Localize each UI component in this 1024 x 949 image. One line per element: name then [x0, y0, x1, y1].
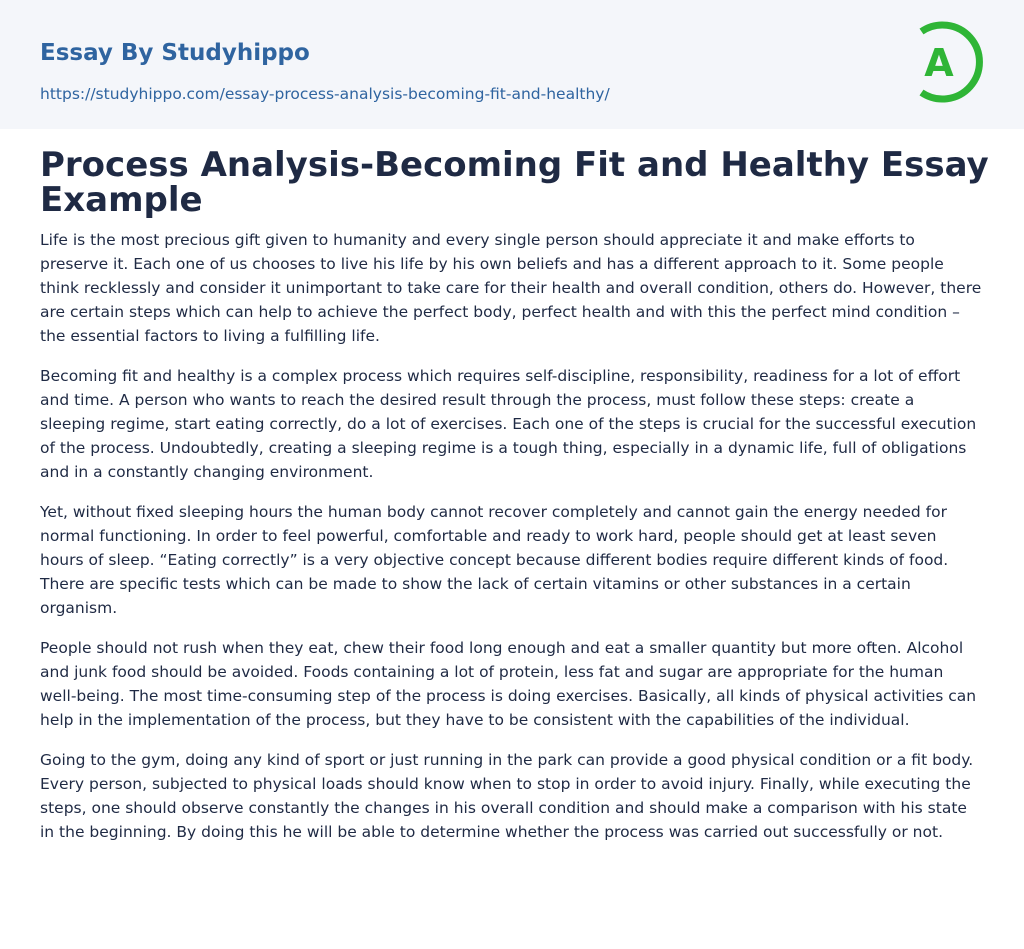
essay-url-link[interactable]: https://studyhippo.com/essay-process-analysis-becoming-fit-and-healthy/	[40, 85, 610, 103]
brand-title[interactable]: Essay By Studyhippo	[40, 40, 310, 66]
page-title: Process Analysis-Becoming Fit and Healthy Essay Example	[40, 145, 989, 220]
essay-paragraph: Becoming fit and healthy is a complex process which requires self-discipline, responsibility, readiness for a lot of effort and time. A person who wants to reach the desired result through the process, must follow these steps: create a sleeping regime, start eating correctly, do a lot of exercises. Each one of the steps is crucial for the successful execution of the process. Undoubtedly, creating a sleeping regime is a tough thing, especially in a dynamic life, full of obligations and in a constantly changing environment.	[40, 367, 977, 481]
essay-paragraph: People should not rush when they eat, chew their food long enough and eat a smaller quantity but more often. Alcohol and junk food should be avoided. Foods containing a lot of protein, less fat and sugar are appropriate for the human well-being. The most time-consuming step of the process is doing exercises. Basically, all kinds of physical activities can help in the implementation of the process, but they have to be consistent with the capabilities of the individual.	[40, 639, 977, 729]
logo-letter: A	[924, 41, 954, 85]
studyhippo-logo-icon[interactable]	[913, 19, 987, 105]
essay-paragraph: Going to the gym, doing any kind of sport or just running in the park can provide a good physical condition or a fit body. Every person, subjected to physical loads should know when to stop in order to avoid injury. Finally, while executing the steps, one should observe constantly the changes in his overall condition and should make a comparison with his state in the beginning. By doing this he will be able to determine whether the process was carried out successfully or not.	[40, 751, 974, 841]
essay-paragraph: Life is the most precious gift given to humanity and every single person should appreciate it and make efforts to preserve it. Each one of us chooses to live his life by his own beliefs and has a different approach to it. Some people think recklessly and consider it unimportant to take care for their health and overall condition, others do. However, there are certain steps which can help to achieve the perfect body, perfect health and with this the perfect mind condition – the essential factors to living a fulfilling life.	[40, 231, 982, 345]
site-header	[0, 0, 1024, 129]
essay-body	[40, 228, 984, 860]
essay-paragraph: Yet, without fixed sleeping hours the human body cannot recover completely and cannot gain the energy needed for normal functioning. In order to feel powerful, comfortable and ready to work hard, people should get at least seven hours of sleep. “Eating correctly” is a very objective concept because different bodies require different kinds of food. There are specific tests which can be made to show the lack of certain vitamins or other substances in a certain organism.	[40, 503, 949, 617]
